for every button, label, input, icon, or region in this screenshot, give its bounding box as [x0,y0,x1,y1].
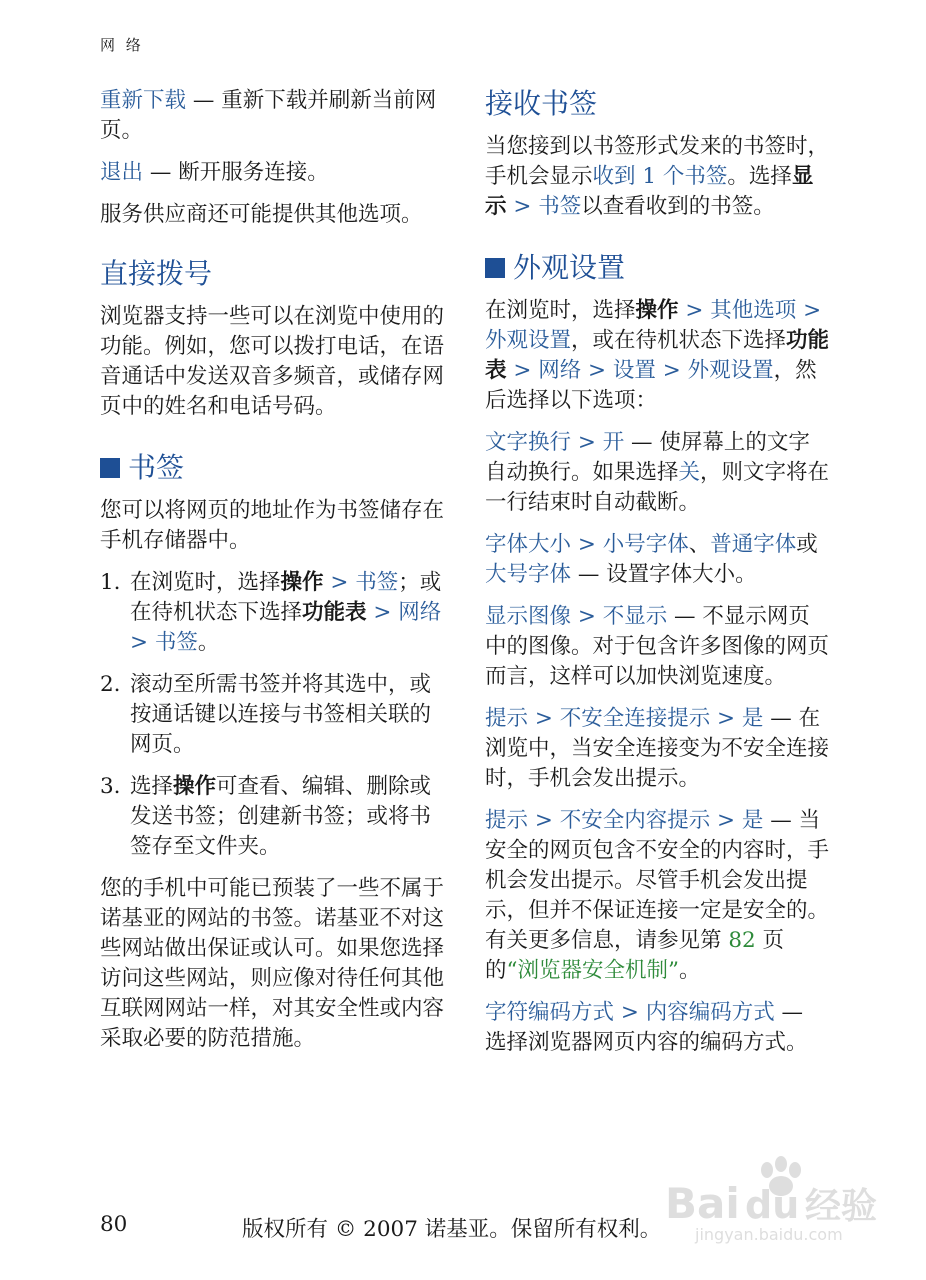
square-bullet-icon [485,258,505,278]
bookmark-steps [100,568,445,862]
preinstalled-bookmarks-note: 您的手机中可能已预装了一些不属于诺基亚的网站的书签。诺基亚不对这些网站做出保证或认可。如果您选择访问这些网站，则应像对待任何其他互联网网站一样，对其安全性或内容采取必要的防范措施。 [100,876,445,1051]
security-section-link[interactable]: “浏览器安全机制” [506,958,679,983]
heading-appearance-settings: 外观设置 [485,250,830,286]
heading-bookmarks: 书签 [100,450,445,486]
provider-note: 服务供应商还可能提供其他选项。 [100,202,423,227]
option-character-encoding: 字符编码方式 > 内容编码方式 — 选择浏览器网页内容的编码方式。 [485,1000,808,1055]
list-item: 2. 滚动至所需书签并将其选中，或按通话键以连接与书签相关联的网页。 [100,672,432,757]
option-unsecure-connection-alert: 提示 > 不安全连接提示 > 是 — 在浏览中，当安全连接变为不安全连接时，手机会发出提示。 [485,706,830,791]
option-reload: 重新下载 — 重新下载并刷新当前网页。 [100,88,437,143]
baidu-watermark-icon [655,1150,885,1245]
svg-text:jingyan.baidu.com: jingyan.baidu.com [695,1225,843,1244]
appearance-intro: 在浏览时，选择操作 > 其他选项 > 外观设置，或在待机状态下选择功能表 > 网络 > 设置 > 外观设置，然后选择以下选项： [485,298,830,413]
svg-text:Bai: Bai [665,1179,740,1228]
list-item: 1. 在浏览时，选择操作 > 书签；或在待机状态下选择功能表 > 网络 > 书签。 [100,570,442,655]
bookmarks-intro: 您可以将网页的地址作为书签储存在手机存储器中。 [100,498,445,553]
heading-direct-dial: 直接拨号 [100,257,213,290]
direct-dial-text: 浏览器支持一些可以在浏览中使用的功能。例如，您可以拨打电话，在语音通话中发送双音多频音，或储存网页中的姓名和电话号码。 [100,304,445,419]
list-item: 3. 选择操作可查看、编辑、删除或发送书签；创建新书签；或将书签存至文件夹。 [100,774,432,859]
option-font-size: 字体大小 > 小号字体、普通字体或大号字体 — 设置字体大小。 [485,532,818,587]
option-text-wrap: 文字换行 > 开 — 使屏幕上的文字自动换行。如果选择关，则文字将在一行结束时自动截断。 [485,430,830,515]
page-number: 80 [100,1212,128,1237]
option-exit: 退出 — 断开服务连接。 [100,160,329,185]
right-column [485,86,830,1070]
exit-link[interactable]: 退出 [100,160,144,185]
heading-receive-bookmarks: 接收书签 [485,87,598,120]
copyright-notice: 版权所有 © 2007 诺基亚。保留所有权利。 [242,1217,662,1242]
receive-bookmarks-text: 当您接到以书签形式发来的书签时，手机会显示收到 1 个书签。选择显示 > 书签以查看收到的书签。 [485,134,830,219]
square-bullet-icon [100,458,120,478]
svg-text:经验: 经验 [805,1186,878,1227]
section-header: 网 络 [100,36,144,54]
option-unsecure-content-alert: 提示 > 不安全内容提示 > 是 — 当安全的网页包含不安全的内容时，手机会发出提示。尽管手机会发出提示，但并不保证连接一定是安全的。有关更多信息，请参见第 82 页的“浏览器安全机制”。 [485,808,830,983]
svg-text:du: du [745,1183,800,1227]
reload-link[interactable]: 重新下载 [100,88,187,113]
left-column [100,86,445,1066]
option-show-images: 显示图像 > 不显示 — 不显示网页中的图像。对于包含许多图像的网页而言，这样可以加快浏览速度。 [485,604,830,689]
